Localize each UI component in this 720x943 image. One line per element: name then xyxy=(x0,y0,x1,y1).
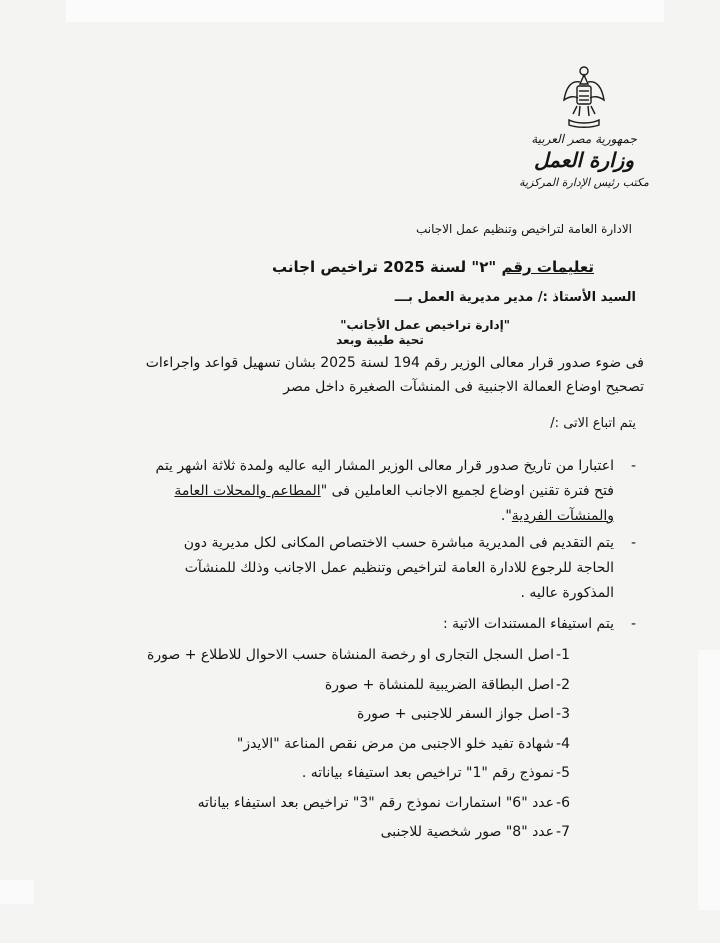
bullet-item: - يتم استيفاء المستندات الاتية : xyxy=(442,616,636,632)
follow-instructions: يتم اتباع الاتى :/ xyxy=(550,416,636,431)
letterhead-office: مكتب رئيس الإدارة المركزية xyxy=(519,176,649,189)
documents-list xyxy=(30,641,570,848)
list-item: 7-عدد "8" صور شخصية للاجنبى xyxy=(380,824,570,840)
bullet-1-line-3: والمنشآت الفردية xyxy=(511,508,614,524)
intro-line-2: تصحيح اوضاع العمالة الاجنبية فى المنشآت الصغيرة داخل مصر xyxy=(283,379,644,395)
letterhead xyxy=(504,62,664,189)
department-line: الادارة العامة لتراخيص وتنظيم عمل الاجانب xyxy=(415,222,632,236)
document-title: تعليمات رقم "٢" لسنة 2025 تراخيص اجانب xyxy=(272,258,594,276)
list-item: 5-نموذج رقم "1" تراخيص بعد استيفاء بياناته . xyxy=(301,765,570,781)
intro-line-1: فى ضوء صدور قرار معالى الوزير رقم 194 لسنة 2025 بشان تسهيل قواعد واجراءات xyxy=(145,355,644,371)
bullet-2-line-3: المذكورة عاليه . xyxy=(520,585,614,601)
greeting: تحية طيبة وبعد xyxy=(336,333,424,347)
addressee: السيد الأستاذ :/ مدير مديرية العمل بـــ xyxy=(394,290,636,305)
bullet-2-line-1: يتم التقديم فى المديرية مباشرة حسب الاختصاص المكانى لكل مديرية دون xyxy=(183,535,614,551)
bullet-1-line-1: اعتبارا من تاريخ صدور قرار معالى الوزير المشار اليه عاليه ولمدة ثلاثة اشهر يتم xyxy=(155,458,614,474)
list-item: 6-عدد "6" استمارات نموذج رقم "3" تراخيص بعد استيفاء بياناته xyxy=(197,794,570,811)
list-item: 4-شهادة تفيد خلو الاجنبى من مرض نقص المناعة "الايدز" xyxy=(236,735,570,752)
instruction-number: ٢ xyxy=(479,258,489,276)
list-item: 3-اصل جواز السفر للاجنبى + صورة xyxy=(357,706,570,722)
eagle-emblem-icon xyxy=(561,62,607,128)
bullet-2-line-2: الحاجة للرجوع للادارة العامة لتراخيص وتنظيم عمل الاجانب وذلك للمنشآت xyxy=(184,560,614,576)
bullet-item: - يتم التقديم فى المديرية مباشرة حسب الاختصاص المكانى لكل مديرية دون الحاجة للرجوع للادارة العامة لتراخيص وتنظيم عمل الاجانب وذلك للمنشآت المذكورة عاليه . xyxy=(183,535,636,601)
letterhead-republic: جمهورية مصر العربية xyxy=(531,132,637,146)
recipient-department: "إدارة تراخيص عمل الأجانب" xyxy=(340,318,510,332)
bullet-item: - اعتبارا من تاريخ صدور قرار معالى الوزير المشار اليه عاليه ولمدة ثلاثة اشهر يتم فتح فترة تقنين اوضاع لجميع الاجانب العاملين فى "المطاعم والمحلات العامة والمنشآت الفردية". xyxy=(155,458,636,524)
bullet-1-restaurants: المطاعم والمحلات العامة xyxy=(174,483,321,499)
list-item: 2-اصل البطاقة الضريبية للمنشاة + صورة xyxy=(324,676,570,693)
bullet-3-line-1: يتم استيفاء المستندات الاتية : xyxy=(442,616,614,632)
bullet-1-line-2: فتح فترة تقنين اوضاع لجميع الاجانب العاملين فى xyxy=(327,483,614,499)
list-item: 1-اصل السجل التجارى او رخصة المنشاة حسب الاحوال للاطلاع + صورة xyxy=(147,647,570,663)
title-year-text: لسنة 2025 تراخيص اجانب xyxy=(272,258,467,276)
letterhead-ministry: وزارة العمل xyxy=(534,148,634,172)
instructions-label: تعليمات رقم xyxy=(501,258,594,276)
